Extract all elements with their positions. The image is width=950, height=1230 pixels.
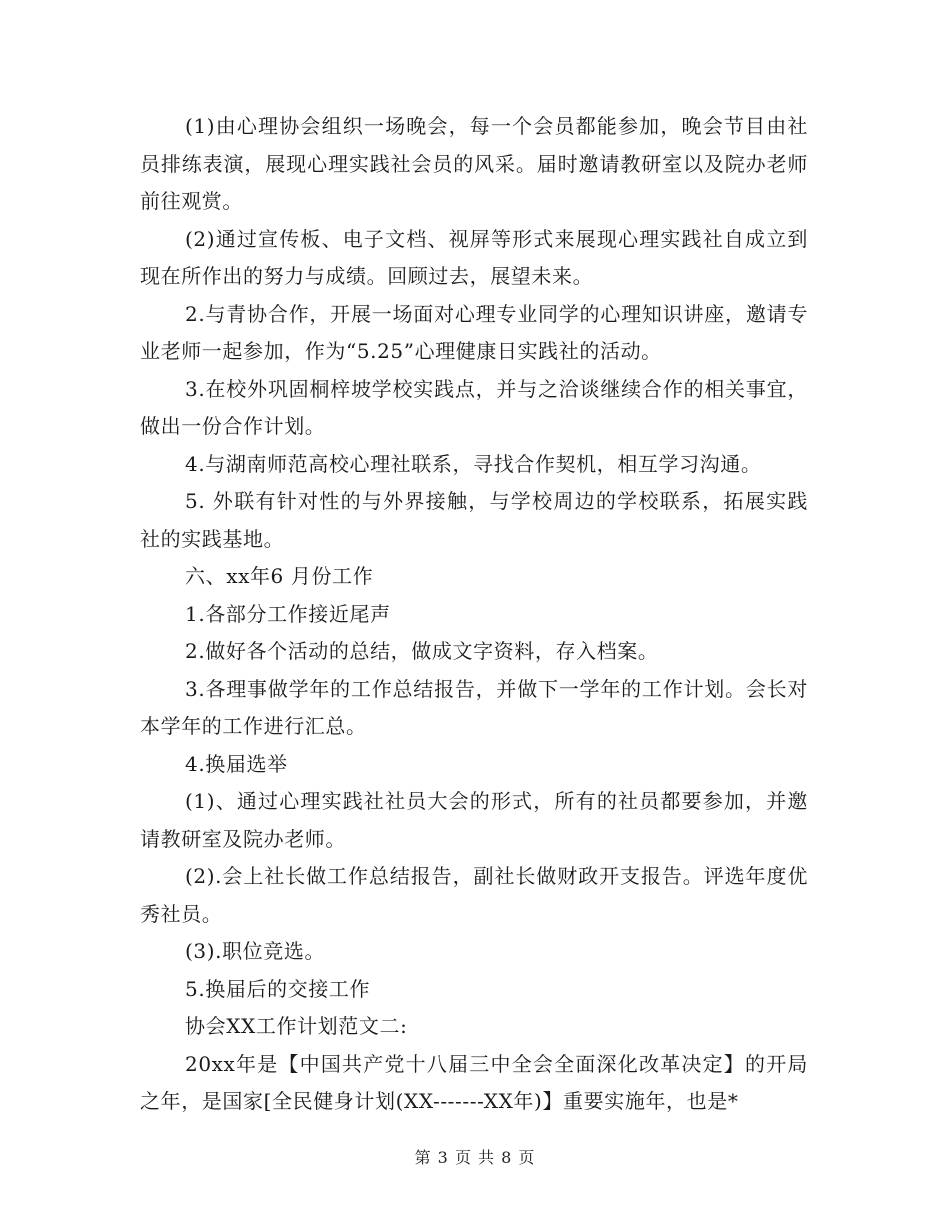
paragraph-10: 3.各理事做学年的工作总结报告，并做下一学年的工作计划。会长对本学年的工作进行汇总。	[140, 676, 808, 738]
paragraph-8: 1.各部分工作接近尾声	[185, 601, 391, 626]
paragraph-5: 4.与湖南师范高校心理社联系，寻找合作契机，相互学习沟通。	[185, 451, 762, 476]
paragraph-15: 5.换届后的交接工作	[185, 976, 371, 1001]
paragraph-12: (1)、通过心理实践社社员大会的形式，所有的社员都要参加，并邀请教研室及院办老师。	[140, 789, 808, 851]
section-heading-june: 六、xx年6 月份工作	[185, 564, 374, 588]
document-body	[140, 108, 808, 1121]
paragraph-17: 20xx年是【中国共产党十八届三中全会全面深化改革决定】的开局之年，是国家[全民健身计划(XX-------XX年)】重要实施年，也是*	[140, 1051, 808, 1113]
paragraph-13: (2).会上社长做工作总结报告，副社长做财政开支报告。评选年度优秀社员。	[140, 864, 808, 926]
paragraph-4: 3.在校外巩固桐梓坡学校实践点，并与之洽谈继续合作的相关事宜，做出一份合作计划。	[140, 376, 808, 438]
paragraph-1: (1)由心理协会组织一场晚会，每一个会员都能参加，晚会节目由社员排练表演，展现心理实践社会员的风采。届时邀请教研室以及院办老师前往观赏。	[140, 114, 808, 213]
paragraph-9: 2.做好各个活动的总结，做成文字资料，存入档案。	[185, 639, 659, 663]
page-number-footer: 第 3 页 共 8 页	[414, 1148, 536, 1167]
paragraph-3: 2.与青协合作，开展一场面对心理专业同学的心理知识讲座，邀请专业老师一起参加，作为“5.25”心理健康日实践社的活动。	[140, 301, 808, 363]
paragraph-2: (2)通过宣传板、电子文档、视屏等形式来展现心理实践社自成立到现在所作出的努力与成绩。回顾过去，展望未来。	[140, 226, 808, 288]
section-heading-sample-two: 协会XX工作计划范文二:	[185, 1014, 408, 1038]
paragraph-11: 4.换届选举	[185, 751, 288, 776]
paragraph-6: 5. 外联有针对性的与外界接触，与学校周边的学校联系，拓展实践社的实践基地。	[140, 489, 808, 551]
paragraph-14: (3).职位竞选。	[185, 939, 326, 963]
